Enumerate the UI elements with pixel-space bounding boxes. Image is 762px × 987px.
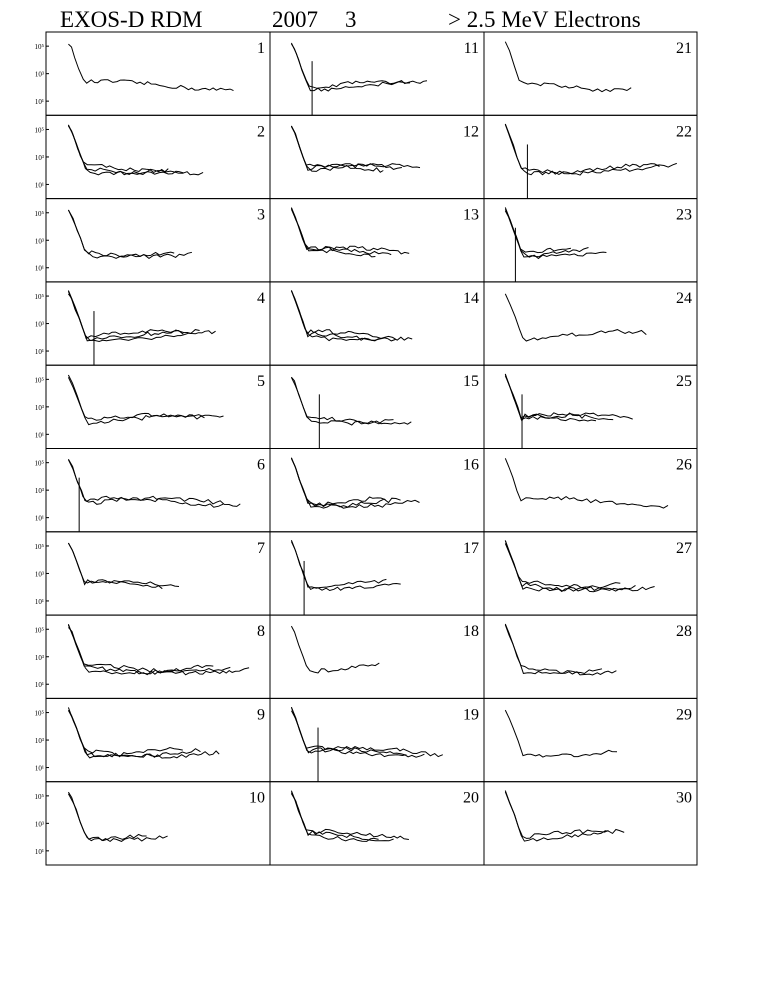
day-label: 8 <box>257 623 265 641</box>
day-label: 10 <box>249 789 265 807</box>
flux-trace-series <box>68 543 162 589</box>
y-tick-label: 10¹ <box>34 681 44 690</box>
panel-day-30 <box>484 782 697 865</box>
y-tick-label: 10¹ <box>34 98 44 107</box>
y-tick-label: 10⁵ <box>34 43 44 52</box>
day-label: 18 <box>463 623 479 641</box>
panel-frame <box>46 199 270 282</box>
panel-day-7 <box>35 532 270 615</box>
title-year: 2007 <box>272 7 318 32</box>
panel-day-15 <box>270 365 484 448</box>
panel-day-11 <box>270 32 484 115</box>
flux-trace-series <box>291 458 419 508</box>
panel-frame <box>484 199 697 282</box>
flux-trace-series <box>505 792 608 839</box>
panel-frame <box>46 115 270 198</box>
flux-trace-series <box>505 42 631 92</box>
panel-day-23 <box>484 199 697 282</box>
flux-trace-series <box>291 377 393 425</box>
day-label: 12 <box>463 123 479 141</box>
flux-trace-series <box>291 458 385 506</box>
panel-frame <box>46 698 270 781</box>
panel-day-5 <box>35 365 270 448</box>
panel-frame <box>46 282 270 365</box>
y-tick-label: 10⁵ <box>34 709 44 718</box>
y-tick-label: 10¹ <box>34 764 44 773</box>
panel-frame <box>484 782 697 865</box>
panel-day-8 <box>35 615 270 698</box>
panel-day-22 <box>484 115 697 198</box>
panel-frame <box>270 365 484 448</box>
day-label: 29 <box>676 706 692 724</box>
panel-day-1 <box>35 32 270 115</box>
title-instrument: EXOS-D RDM <box>60 7 203 32</box>
flux-trace-series <box>68 126 183 175</box>
day-label: 28 <box>676 623 692 641</box>
panel-day-2 <box>35 115 270 198</box>
day-label: 11 <box>463 40 479 57</box>
panel-frame <box>484 615 697 698</box>
flux-trace-series <box>291 791 378 842</box>
panel-day-29 <box>484 698 697 781</box>
day-label: 26 <box>676 456 692 474</box>
day-label: 3 <box>257 206 265 224</box>
panel-frame <box>46 532 270 615</box>
day-label: 5 <box>257 373 265 391</box>
y-tick-label: 10³ <box>34 70 44 79</box>
flux-trace-series <box>291 377 411 424</box>
day-label: 6 <box>257 456 265 474</box>
y-tick-label: 10³ <box>34 820 44 829</box>
y-tick-label: 10³ <box>34 570 44 579</box>
panel-frame <box>46 615 270 698</box>
day-label: 30 <box>676 789 692 807</box>
panel-frame <box>270 282 484 365</box>
flux-trace-series <box>505 376 613 421</box>
day-label: 17 <box>463 539 479 557</box>
panel-day-4 <box>35 282 270 365</box>
y-tick-label: 10¹ <box>34 514 44 523</box>
panel-frame <box>270 32 484 115</box>
flux-trace-series <box>505 375 632 420</box>
day-label: 7 <box>257 539 265 557</box>
panel-day-19 <box>270 698 484 781</box>
y-tick-label: 10¹ <box>34 597 44 606</box>
day-label: 14 <box>463 289 479 307</box>
panel-day-6 <box>35 449 270 532</box>
flux-trace-series <box>68 210 174 258</box>
y-tick-label: 10¹ <box>34 181 44 190</box>
day-label: 13 <box>463 206 479 224</box>
flux-trace-series <box>505 624 602 674</box>
flux-trace-series <box>291 459 400 509</box>
day-label: 25 <box>676 373 692 391</box>
y-tick-label: 10⁵ <box>34 542 44 551</box>
flux-trace-series <box>291 126 402 170</box>
flux-trace-series <box>291 126 383 172</box>
panel-frame <box>270 698 484 781</box>
y-tick-label: 10⁵ <box>34 209 44 218</box>
flux-trace-series <box>291 291 412 340</box>
panel-frame <box>484 32 697 115</box>
y-tick-label: 10⁵ <box>34 792 44 801</box>
panel-day-24 <box>484 282 697 365</box>
panel-day-17 <box>270 532 484 615</box>
title-month: 3 <box>345 7 357 32</box>
panel-frame <box>270 199 484 282</box>
panel-day-28 <box>484 615 697 698</box>
flux-trace-series <box>68 125 203 175</box>
panel-day-25 <box>484 365 697 448</box>
flux-trace-series <box>505 125 677 176</box>
y-tick-label: 10³ <box>34 237 44 246</box>
day-label: 9 <box>257 706 265 724</box>
y-tick-label: 10¹ <box>34 264 44 273</box>
panel-frame <box>270 615 484 698</box>
panels <box>35 32 697 865</box>
panel-frame <box>484 365 697 448</box>
panel-day-13 <box>270 199 484 282</box>
y-tick-label: 10⁵ <box>34 376 44 385</box>
panel-day-26 <box>484 449 697 532</box>
flux-trace-series <box>68 543 179 587</box>
day-label: 24 <box>676 289 692 307</box>
day-label: 27 <box>676 539 692 557</box>
y-tick-label: 10³ <box>34 653 44 662</box>
y-tick-label: 10³ <box>34 153 44 162</box>
flux-trace-series <box>505 540 635 591</box>
panel-day-18 <box>270 615 484 698</box>
panel-frame <box>484 532 697 615</box>
panel-day-10 <box>35 782 270 865</box>
flux-trace-series <box>68 377 223 424</box>
day-label: 2 <box>257 123 265 141</box>
flux-trace-series <box>291 43 410 88</box>
y-tick-label: 10³ <box>34 320 44 329</box>
panel-day-12 <box>270 115 484 198</box>
panel-day-9 <box>35 698 270 781</box>
flux-trace-series <box>68 710 200 757</box>
y-tick-label: 10⁵ <box>34 626 44 635</box>
y-tick-label: 10¹ <box>34 847 44 856</box>
day-label: 19 <box>463 706 479 724</box>
flux-trace-series <box>505 710 617 757</box>
flux-trace-series <box>291 540 400 590</box>
flux-trace-series <box>68 375 204 420</box>
panel-frame <box>484 698 697 781</box>
flux-trace-series <box>505 124 659 175</box>
panel-day-21 <box>484 32 697 115</box>
panel-frame <box>46 32 270 115</box>
panel-frame <box>46 365 270 448</box>
flux-trace-series <box>68 792 167 841</box>
y-tick-label: 10³ <box>34 403 44 412</box>
y-tick-label: 10⁵ <box>34 293 44 302</box>
panel-day-14 <box>270 282 484 365</box>
y-tick-label: 10¹ <box>34 348 44 357</box>
flux-trace-series <box>68 210 191 259</box>
day-label: 21 <box>676 40 692 57</box>
flux-trace-series <box>68 710 219 758</box>
panel-frame <box>270 449 484 532</box>
flux-trace-series <box>291 794 409 840</box>
flux-trace-series <box>291 542 386 589</box>
y-tick-label: 10³ <box>34 487 44 496</box>
day-label: 15 <box>463 373 479 391</box>
panel-day-3 <box>35 199 270 282</box>
flux-trace-series <box>291 626 379 673</box>
flux-trace-series <box>505 625 616 675</box>
panel-day-27 <box>484 532 697 615</box>
flux-trace-series <box>291 209 409 254</box>
flux-trace-series <box>68 291 215 341</box>
flux-trace-series <box>68 44 233 91</box>
panel-day-20 <box>270 782 484 865</box>
flux-trace-series <box>68 624 230 675</box>
day-label: 22 <box>676 123 692 141</box>
panel-day-16 <box>270 449 484 532</box>
panel-frame <box>484 449 697 532</box>
y-tick-label: 10³ <box>34 737 44 746</box>
panel-frame <box>484 282 697 365</box>
panel-frame <box>270 532 484 615</box>
day-label: 16 <box>463 456 479 474</box>
flux-trace-series <box>505 541 620 592</box>
flux-trace-series <box>68 459 223 507</box>
flux-trace-series <box>68 294 183 339</box>
y-tick-label: 10⁵ <box>34 126 44 135</box>
panel-frame <box>270 115 484 198</box>
panel-frame <box>46 782 270 865</box>
day-label: 23 <box>676 206 692 224</box>
day-label: 20 <box>463 789 479 807</box>
flux-trace-series <box>68 794 146 841</box>
flux-trace-series <box>68 625 213 674</box>
flux-trace-series <box>505 294 646 341</box>
flux-trace-series <box>68 126 168 175</box>
flux-trace-series <box>505 458 668 508</box>
y-tick-label: 10⁵ <box>34 459 44 468</box>
panel-frame <box>484 115 697 198</box>
day-label: 4 <box>257 289 265 307</box>
day-label: 1 <box>257 40 265 57</box>
y-tick-label: 10¹ <box>34 431 44 440</box>
title-particle: > 2.5 MeV Electrons <box>448 7 641 32</box>
panel-frame <box>270 782 484 865</box>
